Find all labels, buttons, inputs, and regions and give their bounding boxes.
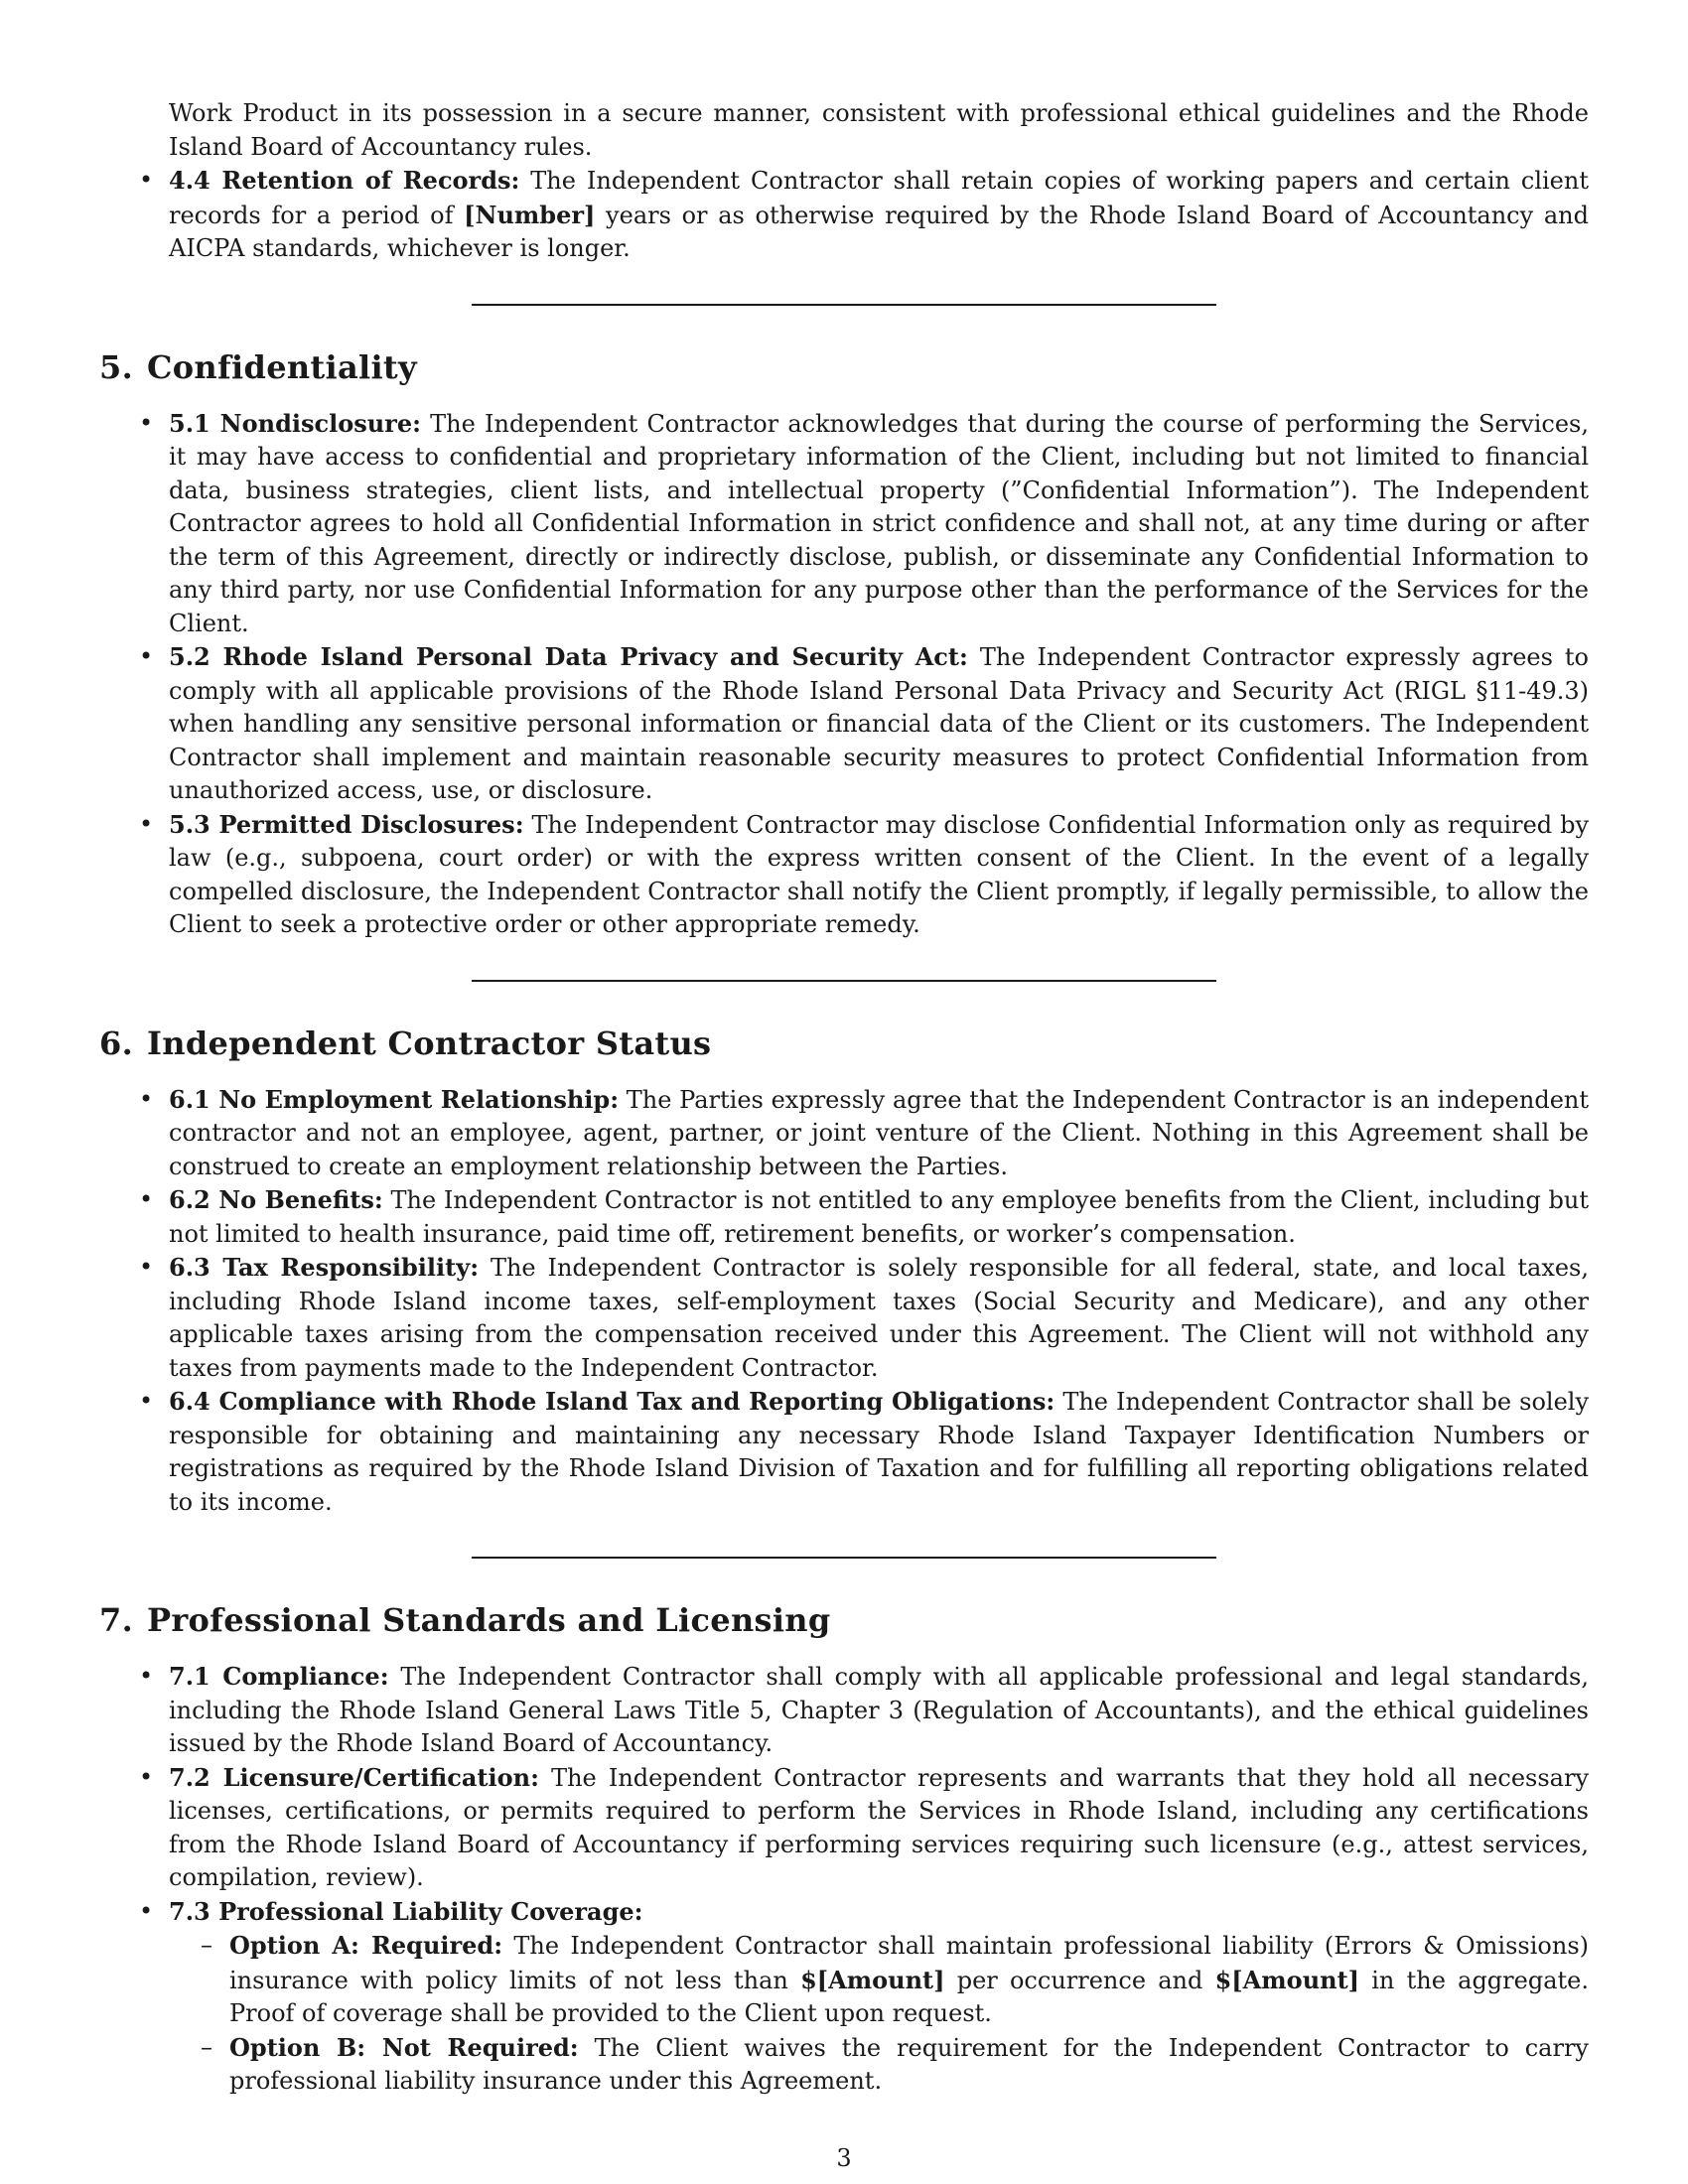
clause-5-3-text: The Independent Contractor may disclose Confidential Information only as required by law (e.g., subpoena, court order) or with the express written consent of the Client. In the event of a legally compelled disclosure, the Independent Contractor shall notify the Client promptly, if legally permissible, to allow the Client to seek a protective order or other appropriate remedy. [169,810,1589,938]
clause-6-1 [99,1083,1589,1184]
section5-title: Confidentiality [147,347,417,386]
section7-title: Professional Standards and Licensing [147,1601,831,1639]
section6-number: 6. [99,1024,134,1062]
option-b [169,2031,1589,2099]
clause-6-2 [99,1183,1589,1251]
clause-5-3-label: 5.3 Permitted Disclosures: [169,809,524,839]
clause-6-4 [99,1385,1589,1519]
clause-7-1 [99,1660,1589,1761]
section7-list [99,1660,1589,2099]
clause-6-2-text: The Independent Contractor is not entitled to any employee benefits from the Client, including but not limited to health insurance, paid time off, retirement benefits, or worker’s compensation. [169,1186,1590,1248]
section4-3-continuation: Work Product in its possession in a secure manner, consistent with professional ethical guidelines and the Rhode Island Board of Accountancy rules. [169,99,1589,161]
clause-5-2-label: 5.2 Rhode Island Personal Data Privacy and Security Act: [169,642,968,671]
clause-4-4-text2: years or as otherwise required by the Rhode Island Board of Accountancy and AICPA standards, whichever is longer. [169,201,1590,262]
clause-7-1-text: The Independent Contractor shall comply with all applicable professional and legal standards, including the Rhode Island General Laws Title 5, Chapter 3 (Regulation of Accountants), and the ethical guidelines issued by the Rhode Island Board of Accountancy. [169,1663,1589,1757]
option-b-text: The Client waives the requirement for the Independent Contractor to carry professional liability insurance under this Agreement. [229,2033,1589,2095]
option-a-label: Option A: Required: [229,1931,503,1960]
section-divider [472,304,1216,306]
clause-5-1-label: 5.1 Nondisclosure: [169,408,421,438]
section6-title: Independent Contractor Status [147,1024,712,1062]
option-a-text2: per occurrence and [944,1966,1215,1994]
clause-7-1-label: 7.1 Compliance: [169,1662,389,1691]
section7-heading [99,1600,1589,1640]
clause-6-3-text: The Independent Contractor is solely responsible for all federal, state, and local taxes, including Rhode Island income taxes, self-employment taxes (Social Security and Medicare), and any other applicable taxes arising from the compensation received under this Agreement. The Client will not withhold any taxes from payments made to the Independent Contractor. [169,1254,1589,1382]
clause-6-1-text: The Parties expressly agree that the Independent Contractor is an independent contractor and not an employee, agent, partner, or joint venture of the Client. Nothing in this Agreement shall be construed to create an employment relationship between the Parties. [169,1085,1589,1180]
clause-7-2-label: 7.2 Licensure/Certification: [169,1762,539,1792]
clause-6-4-text: The Independent Contractor shall be solely responsible for obtaining and maintaining any necessary Rhode Island Taxpayer Identification Numbers or registrations as required by the Rhode Island Division of Taxation and for fulfilling all reporting obligations related to its income. [169,1388,1589,1516]
number-placeholder: [Number] [464,200,596,229]
clause-7-3-label: 7.3 Professional Liability Coverage: [169,1896,643,1926]
section6-heading [99,1024,1589,1063]
clause-4-4-label: 4.4 Retention of Records: [169,166,520,195]
clause-5-2-text: The Independent Contractor expressly agrees to comply with all applicable provisions of the Rhode Island Personal Data Privacy and Security Act (RIGL §11-49.3) when handling any sensitive personal information or financial data of the Client or its customers. The Independent Contractor shall implement and maintain reasonable security measures to protect Confidential Information from unauthorized access, use, or disclosure. [169,643,1590,804]
option-b-label: Option B: Not Required: [229,2032,579,2062]
clause-6-2-label: 6.2 No Benefits: [169,1185,383,1214]
clause-5-1 [99,407,1589,641]
section5-list [99,407,1589,942]
clause-5-2 [99,640,1589,808]
option-a-text3: in the aggregate. Proof of coverage shall be provided to the Client upon request. [229,1966,1589,2027]
section5-heading [99,347,1589,387]
amount-placeholder-aggregate: $[Amount] [1214,1965,1360,1994]
clause-4-4-text1: The Independent Contractor shall retain copies of working papers and certain client records for a period of [169,167,1589,229]
page-content [99,97,1589,2099]
clause-6-3 [99,1251,1589,1385]
clause-5-1-text: The Independent Contractor acknowledges that during the course of performing the Services, it may have access to confidential and proprietary information of the Client, including but not limited to financial data, business strategies, client lists, and intellectual property (”Confidential Information”). The Independent Contractor agrees to hold all Confidential Information in strict confidence and shall not, at any time during or after the term of this Agreement, directly or indirectly disclose, publish, or disseminate any Confidential Information to any third party, nor use Confidential Information for any purpose other than the performance of the Services for the Client. [169,409,1589,637]
option-a-text1: The Independent Contractor shall maintain professional liability (Errors & Omissions) insurance with policy limits of not less than [229,1932,1589,1994]
clause-7-2 [99,1761,1589,1895]
option-a [169,1929,1589,2031]
section-divider [472,1557,1216,1559]
clause-5-3 [99,808,1589,942]
page-number: 3 [836,2144,852,2172]
section4-list [99,164,1589,266]
clause-6-1-label: 6.1 No Employment Relationship: [169,1084,620,1114]
clause-7-2-text: The Independent Contractor represents and warrants that they hold all necessary licenses, certifications, or permits required to perform the Services in Rhode Island, including any certifications from the Rhode Island Board of Accountancy if performing services requiring such licensure (e.g., attest services, compilation, review). [169,1763,1589,1891]
clause-7-3 [99,1895,1589,2099]
clause-6-3-label: 6.3 Tax Responsibility: [169,1253,480,1282]
amount-placeholder-occurrence: $[Amount] [800,1965,945,1994]
clause-6-4-label: 6.4 Compliance with Rhode Island Tax and Reporting Obligations: [169,1387,1055,1416]
section6-list [99,1083,1589,1520]
clause-7-3-options [169,1929,1589,2099]
clause-4-4 [99,164,1589,266]
section5-number: 5. [99,347,134,386]
section-divider [472,980,1216,982]
section7-number: 7. [99,1601,134,1639]
